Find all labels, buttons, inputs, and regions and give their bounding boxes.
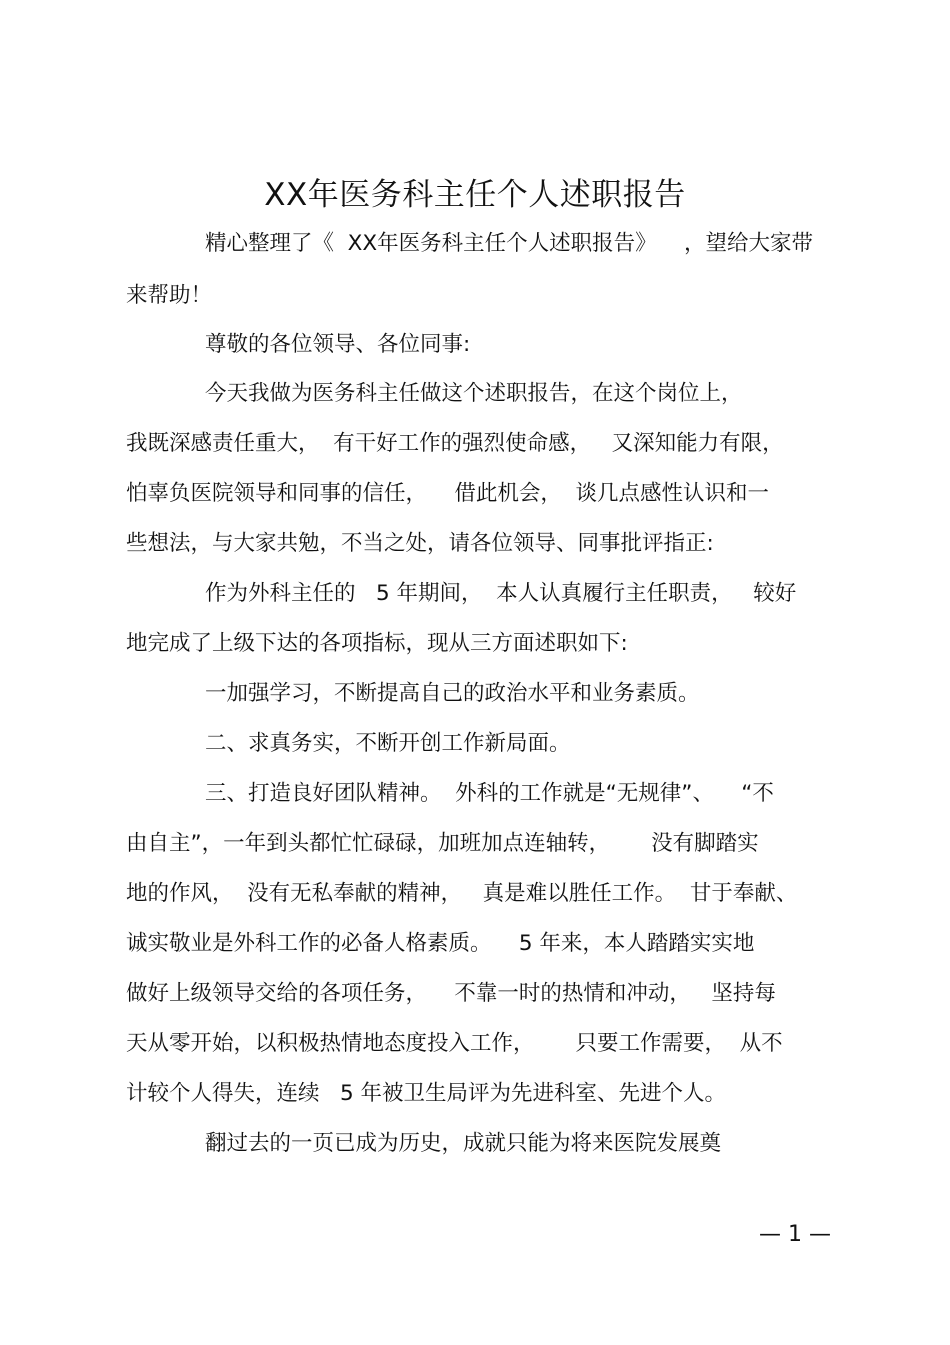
body-line-18: 计较个人得失，连续 5 年被卫生局评为先进科室、先进个人。	[126, 1081, 727, 1106]
body-line-14: 地的作风， 没有无私奉献的精神， 真是难以胜任工作。 甘于奉献、	[126, 881, 798, 906]
body-line-17: 天从零开始，以积极热情地态度投入工作， 只要工作需要， 从不	[126, 1031, 783, 1056]
body-line-12: 三、打造良好团队精神。 外科的工作就是“无规律”、 “不	[205, 781, 774, 806]
body-line-3: 尊敬的各位领导、各位同事:	[205, 332, 471, 357]
body-line-19: 翻过去的一页已成为历史，成就只能为将来医院发展奠	[205, 1131, 722, 1156]
document-title: XX年医务科主任个人述职报告	[264, 177, 686, 213]
body-line-4: 今天我做为医务科主任做这个述职报告，在这个岗位上，	[205, 381, 743, 406]
body-line-6: 怕辜负医院领导和同事的信任， 借此机会， 谈几点感性认识和一	[126, 481, 770, 506]
page-number: — 1 —	[759, 1222, 831, 1247]
body-line-1: 精心整理了《 XX年医务科主任个人述职报告》 ，望给大家带	[205, 231, 813, 256]
body-line-9: 地完成了上级下达的各项指标，现从三方面述职如下:	[126, 631, 628, 656]
body-line-8: 作为外科主任的 5 年期间， 本人认真履行主任职责， 较好	[205, 581, 797, 606]
body-line-13: 由自主”，一年到头都忙忙碌碌，加班加点连轴转， 没有脚踏实	[126, 831, 759, 856]
body-line-5: 我既深感责任重大， 有干好工作的强烈使命感， 又深知能力有限，	[126, 431, 784, 456]
body-line-15: 诚实敬业是外科工作的必备人格素质。 5 年来，本人踏踏实实地	[126, 931, 755, 956]
body-line-2: 来帮助！	[126, 283, 213, 308]
body-line-11: 二、求真务实，不断开创工作新局面。	[205, 731, 571, 756]
body-line-10: 一加强学习，不断提高自己的政治水平和业务素质。	[205, 681, 700, 706]
body-line-7: 些想法，与大家共勉，不当之处，请各位领导、同事批评指正:	[126, 531, 714, 556]
body-line-16: 做好上级领导交给的各项任务， 不靠一时的热情和冲动， 坚持每	[126, 981, 776, 1006]
